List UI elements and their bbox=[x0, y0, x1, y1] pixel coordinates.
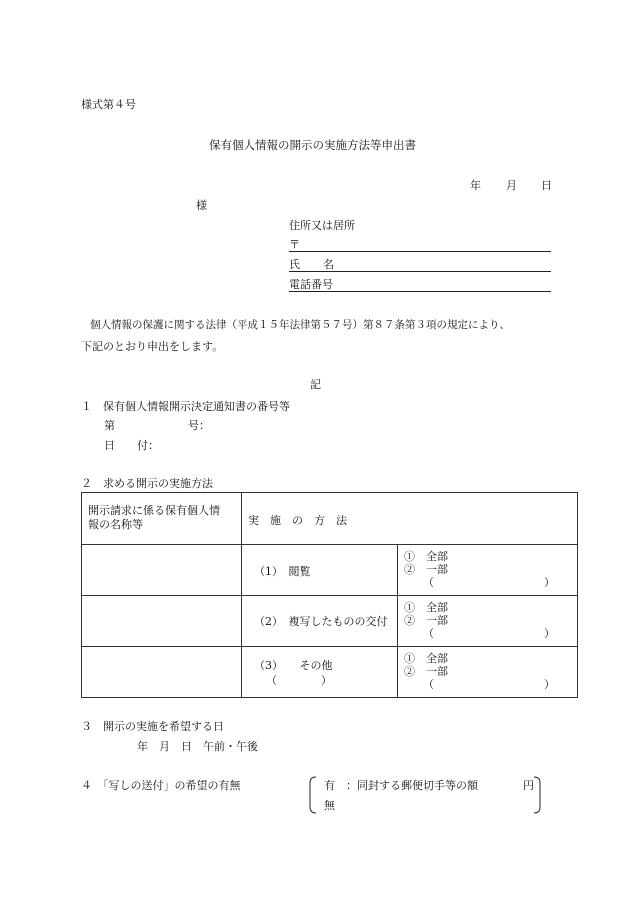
methods-table bbox=[81, 492, 578, 698]
row3-method-cell bbox=[242, 647, 398, 698]
header-info-name-line2: 報の名称等 bbox=[88, 518, 143, 531]
right-bracket-icon bbox=[533, 776, 543, 814]
table-row bbox=[82, 596, 578, 647]
row2-info-cell[interactable] bbox=[82, 596, 242, 647]
row2-method-cell bbox=[242, 596, 398, 647]
ki-label: 記 bbox=[310, 378, 321, 391]
row2-option-all[interactable]: ① 全部 bbox=[404, 601, 448, 614]
row2-option-part[interactable]: ② 一部 bbox=[404, 614, 448, 627]
section1-heading: １ 保有個人情報開示決定通知書の番号等 bbox=[81, 400, 290, 413]
row3-method-sub[interactable]: （ ） bbox=[266, 674, 332, 687]
option-yes[interactable]: 有 ：同封する郵便切手等の額 bbox=[324, 779, 478, 792]
header-info-name-line1: 開示請求に係る保有個人情 bbox=[88, 504, 220, 517]
row1-method-cell bbox=[242, 545, 398, 596]
section1-date-label-1: 日 bbox=[104, 439, 115, 452]
section4-heading: ４ 「写しの送付」の希望の有無 bbox=[81, 779, 241, 792]
row3-paren-open: （ bbox=[423, 678, 434, 691]
section1-number-prefix: 第 bbox=[104, 419, 115, 432]
document-title: 保有個人情報の開示の実施方法等申出書 bbox=[209, 138, 416, 152]
name-label-2: 名 bbox=[323, 258, 334, 271]
yen-label: 円 bbox=[523, 779, 534, 792]
body-line-2: 下記のとおり申出をします。 bbox=[81, 340, 224, 353]
form-number: 様式第４号 bbox=[81, 98, 136, 111]
section3-heading: ３ 開示の実施を希望する日 bbox=[81, 720, 224, 733]
row1-options-cell[interactable] bbox=[398, 545, 578, 596]
row1-paren-close: ） bbox=[544, 576, 555, 589]
row3-option-part[interactable]: ② 一部 bbox=[404, 665, 448, 678]
row3-paren-close: ） bbox=[544, 678, 555, 691]
date-day-label: 日 bbox=[541, 179, 552, 192]
date-year-label: 年 bbox=[470, 179, 481, 192]
section2-heading: ２ 求める開示の実施方法 bbox=[81, 477, 213, 490]
row1-method-label: （1） 閲覧 bbox=[254, 565, 311, 578]
table-row bbox=[82, 545, 578, 596]
table-header-row bbox=[82, 493, 578, 545]
body-line-1: 個人情報の保護に関する法律（平成１５年法律第５７号）第８７条第３項の規定により、 bbox=[90, 319, 510, 331]
table-row bbox=[82, 647, 578, 698]
phone-underline bbox=[289, 291, 551, 292]
row3-option-all[interactable]: ① 全部 bbox=[404, 652, 448, 665]
row1-paren-open: （ bbox=[423, 576, 434, 589]
postal-underline bbox=[289, 251, 551, 252]
row3-method-label: （3） その他 bbox=[254, 659, 333, 672]
option-no[interactable]: 無 bbox=[324, 799, 335, 812]
address-label: 住所又は居所 bbox=[289, 219, 355, 232]
header-info-name-cell bbox=[82, 493, 242, 545]
section3-date-line: 年 月 日 午前・午後 bbox=[137, 740, 258, 753]
section1-number-suffix: 号： bbox=[188, 419, 210, 432]
row2-paren-close: ） bbox=[544, 627, 555, 640]
row3-info-cell[interactable] bbox=[82, 647, 242, 698]
header-method-label: 実 施 の 方 法 bbox=[248, 514, 347, 527]
left-bracket-icon bbox=[307, 776, 317, 814]
row1-option-all[interactable]: ① 全部 bbox=[404, 550, 448, 563]
row2-method-label: （2） 複写したものの交付 bbox=[254, 615, 388, 628]
phone-label: 電話番号 bbox=[289, 278, 333, 291]
row1-info-cell[interactable] bbox=[82, 545, 242, 596]
header-method-cell bbox=[242, 493, 578, 545]
name-underline bbox=[289, 271, 551, 272]
row3-options-cell[interactable] bbox=[398, 647, 578, 698]
row1-option-part[interactable]: ② 一部 bbox=[404, 563, 448, 576]
row2-paren-open: （ bbox=[423, 627, 434, 640]
date-month-label: 月 bbox=[506, 179, 517, 192]
name-label-1: 氏 bbox=[289, 258, 300, 271]
postal-mark: 〒 bbox=[289, 238, 300, 251]
row2-options-cell[interactable] bbox=[398, 596, 578, 647]
addressee-suffix: 様 bbox=[196, 199, 207, 212]
section1-date-label-2: 付： bbox=[137, 439, 159, 452]
